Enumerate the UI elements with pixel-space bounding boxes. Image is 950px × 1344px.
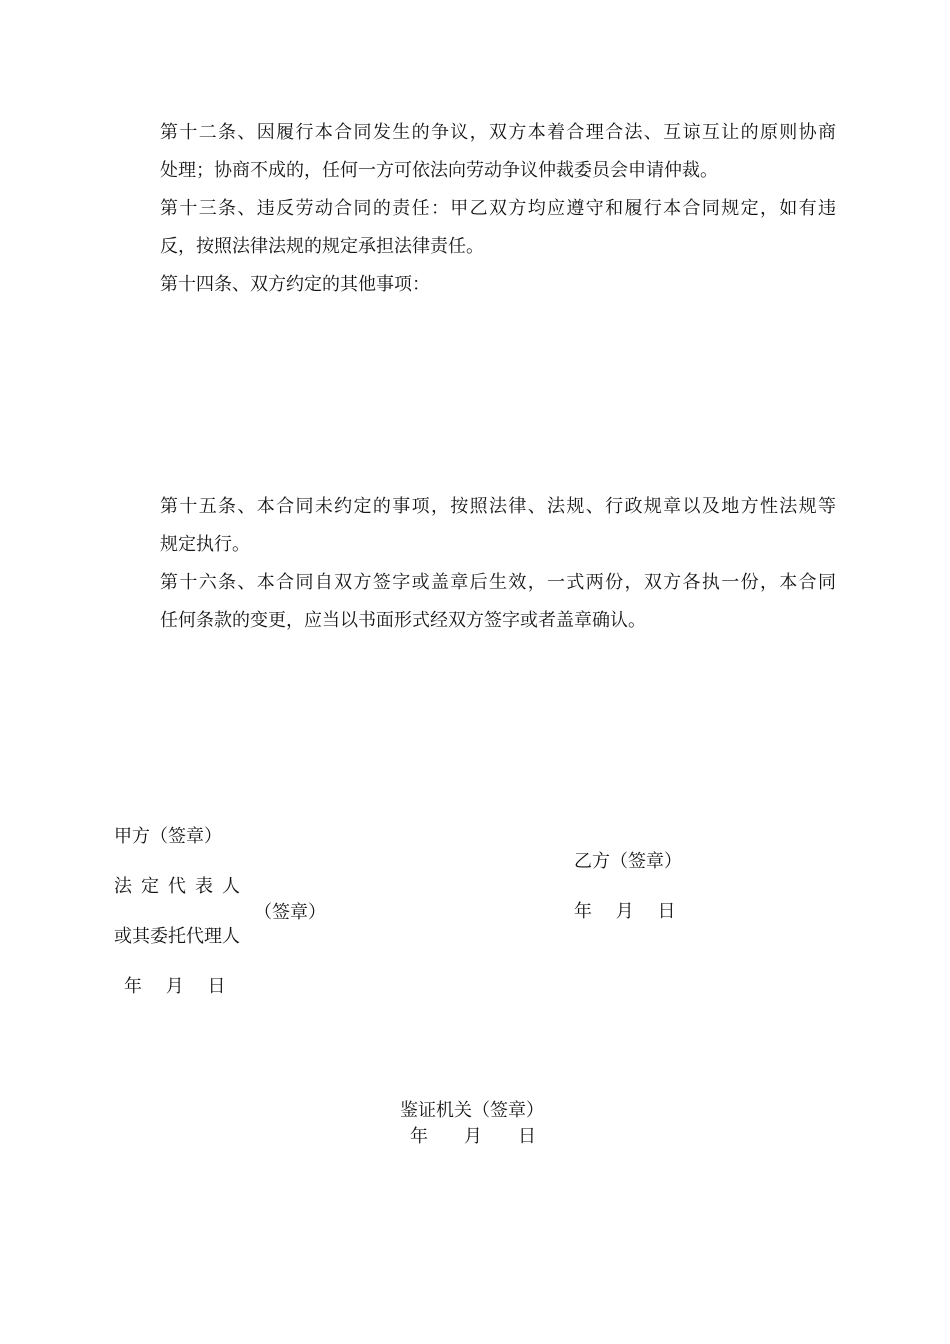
article-16-line-1: 第十六条、本合同自双方签字或盖章后生效，一式两份，双方各执一份，本合同 bbox=[160, 572, 836, 593]
article-15-line-1: 第十五条、本合同未约定的事项，按照法律、法规、行政规章以及地方性法规等 bbox=[160, 496, 836, 517]
authority-date: 年 月 日 bbox=[410, 1126, 536, 1147]
article-16-line-2: 任何条款的变更，应当以书面形式经双方签字或者盖章确认。 bbox=[160, 610, 646, 631]
legal-representative-label: 法定代表人 bbox=[114, 876, 249, 897]
party-b-date: 年 月 日 bbox=[574, 901, 676, 922]
authority-label: 鉴证机关（签章） bbox=[400, 1100, 544, 1121]
authorized-agent-label: 或其委托代理人 bbox=[114, 926, 240, 947]
article-12-line-2: 处理；协商不成的，任何一方可依法向劳动争议仲裁委员会申请仲裁。 bbox=[160, 160, 718, 181]
article-15-line-2: 规定执行。 bbox=[160, 534, 250, 555]
article-13-line-1: 第十三条、违反劳动合同的责任：甲乙双方均应遵守和履行本合同规定，如有违 bbox=[160, 198, 836, 219]
party-a-seal-label: （签章） bbox=[254, 902, 326, 923]
party-a-label: 甲方（签章） bbox=[114, 826, 222, 847]
article-14-line-1: 第十四条、双方约定的其他事项： bbox=[160, 274, 430, 295]
party-a-date: 年 月 日 bbox=[124, 976, 226, 997]
article-13-line-2: 反，按照法律法规的规定承担法律责任。 bbox=[160, 236, 484, 257]
party-b-label: 乙方（签章） bbox=[574, 851, 682, 872]
article-12-line-1: 第十二条、因履行本合同发生的争议，双方本着合理合法、互谅互让的原则协商 bbox=[160, 122, 836, 143]
